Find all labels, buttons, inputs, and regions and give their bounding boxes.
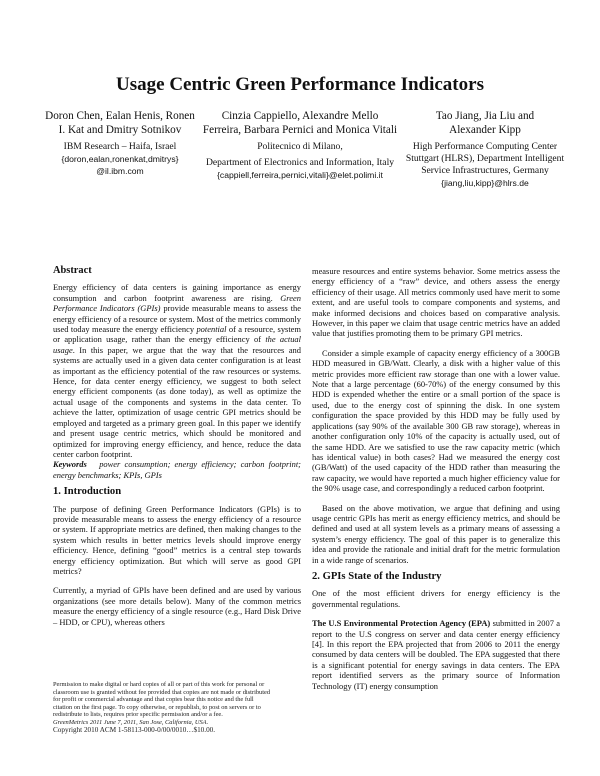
section-heading-gpis: 2. GPIs State of the Industry [312,570,442,582]
abstract-heading: Abstract [53,265,92,276]
intro-paragraph: Currently, a myriad of GPIs have been defined and are used by various organizations (see more details below). Many of the common metrics measure the energy efficiency of a single resource (e.g., Hard Disk Drive – HDD, or CPU), whereas others [53,585,301,627]
abstract-text: Energy efficiency of data centers is gaining importance as energy consumption and carbon footprint awareness are rising. Green Performance Indicators (GPIs) provide measurable means to assess the energy efficiency of a resource or system. Most of the metrics commonly used today measure the energy efficiency potential of a resource, system or application usage, rather than the energy efficiency of the actual usage. In this paper, we argue that the way that the resources and systems are actually used in a given data center configuration is at least as important as the efficiency potential of the raw resources or systems. Hence, for data center energy efficiency, we suggest to both select energy efficient components (as done today), as well as optimize the actual usage of the components and systems in the data center. To achieve the latter, optimization of usage centric GPI metrics should be employed and targeted as a primary green goal. In this paper we identify and present usage centric metrics, which should be monitored and optimized for improving energy efficiency, and hence, reduce the data center carbon footprint. [53,282,301,459]
author-names: Alexander Kipp [449,123,521,136]
author-names: Ferreira, Barbara Pernici and Monica Vitali [202,123,398,136]
copyright-line: Copyright 2010 ACM 1-58113-000-0/00/0010…$10.00. [53,725,216,734]
copyright-line: redistribute to lists, requires prior specific permission and/or a fee. [53,711,223,719]
keywords: Keywords power consumption; energy efficiency; carbon footprint; energy benchmarks; KPIs, GPIs [53,459,301,480]
author-email: {doron,ealan,ronenkat,dmitrys} [61,154,179,164]
copyright-line: citation on the first page. To copy otherwise, or republish, to post on servers or to [53,703,261,711]
author-affiliation: IBM Research – Haifa, Israel [63,141,177,152]
author-block-hlrs [405,110,565,189]
author-email: {jiang,liu,kipp}@hlrs.de [441,178,529,188]
author-affiliation: Stuttgart (HLRS), Department Intelligent [405,153,565,164]
body-paragraph: measure resources and entire systems behavior. Some metrics assess the energy efficiency of a “raw” device, and others assess the energy efficiency of their usage. All metrics commonly used have merit to some extent, and are useful tools to compare components and systems, and make informed decisions and choices based on comparative analysis. However, in this paper we claim that usage centric metrics have an added value that justifies promoting them to be primary GPI metrics. [312,266,560,339]
copyright-notice [53,681,301,734]
body-paragraph: One of the most efficient drivers for energy efficiency is the governmental regulations. [312,588,560,609]
author-affiliation: High Performance Computing Center [412,141,558,152]
right-column [312,266,560,691]
author-names: I. Kat and Dmitry Sotnikov [58,123,182,136]
intro-paragraph: The purpose of defining Green Performance Indicators (GPIs) is to provide measurable means to assess the energy efficiency of a resource or system. If appropriate metrics are defined, then making changes to the system which results in better metrics levels should improve energy efficiency. Hence, defining “good” metrics is a central step towards energy efficiency optimization. But which will serve as good GPI metrics? [53,503,301,576]
author-affiliation: Department of Electronics and Information, Italy [205,157,395,168]
author-block-ibm [40,110,200,177]
author-affiliation: Service Infrastructures, Germany [421,165,549,176]
paper-title: Usage Centric Green Performance Indicators [116,74,484,95]
section-heading-introduction: 1. Introduction [53,486,122,498]
author-block-polimi [195,110,405,181]
author-names: Cinzia Cappiello, Alexandre Mello [221,110,379,122]
author-names: Tao Jiang, Jia Liu and [435,110,535,122]
left-column [53,266,301,627]
copyright-line: classroom use is granted without fee provided that copies are not made or distributed [53,688,271,696]
copyright-line: Permission to make digital or hard copies of all or part of this work for personal or [53,681,265,688]
body-paragraph: Consider a simple example of capacity energy efficiency of a 300GB HDD measured in GB/Watt. Clearly, a disk with a higher value of this metric provides more efficient raw storage than one with a lower value. Note that a large percentage (60-70%) of the energy consumed by this HDD is expended whether the entire or a small portion of the space is used, due to the energy cost of spinning the disk. In one system configuration the space provided by this HDD may be fully used by applications (say 90% of the available 300 GB raw storage), whereas in another configuration only 10% of the capacity is actually used, out of the same HDD. Are we satisfied to use the raw capacity metric (which has identical value) in both cases? Had we measured the energy cost (GB/Watt) of the used capacity of the HDD rather than measuring the raw capacity, we would have reported a much higher efficiency value for the 90% usage case, and correspondingly a reduced carbon footprint. [312,347,560,494]
copyright-line: GreenMetrics 2011 June 7, 2011, San Jose, California, USA. [53,718,209,726]
author-names: Doron Chen, Ealan Henis, Ronen [45,110,195,122]
copyright-line: for profit or commercial advantage and that copies bear this notice and the full [53,696,254,704]
author-email: {cappiell,ferreira,pernici,vitali}@elet.polimi.it [217,170,383,180]
author-affiliation: Politecnico di Milano, [257,141,343,152]
body-paragraph: The U.S Environmental Protection Agency (EPA) submitted in 2007 a report to the U.S congress on server and data center energy efficiency [4]. In this report the EPA projected that from 2006 to 2011 the energy consumed by data centers will be doubled. The EPA suggested that there is a significant potential for energy savings in data centers. The EPA report identified servers as the primary source of Information Technology (IT) energy consumption [312,618,560,691]
body-paragraph: Based on the above motivation, we argue that defining and using usage centric GPIs has merit as energy efficiency metrics, and should be defined and used at all system levels as a primary means of assessing a system’s energy efficiency. The goal of this paper is to generalize this idea and provide the rationale and initial draft for the metric formulation in a wide range of scenarios. [312,502,560,565]
author-email: @il.ibm.com [96,166,144,176]
